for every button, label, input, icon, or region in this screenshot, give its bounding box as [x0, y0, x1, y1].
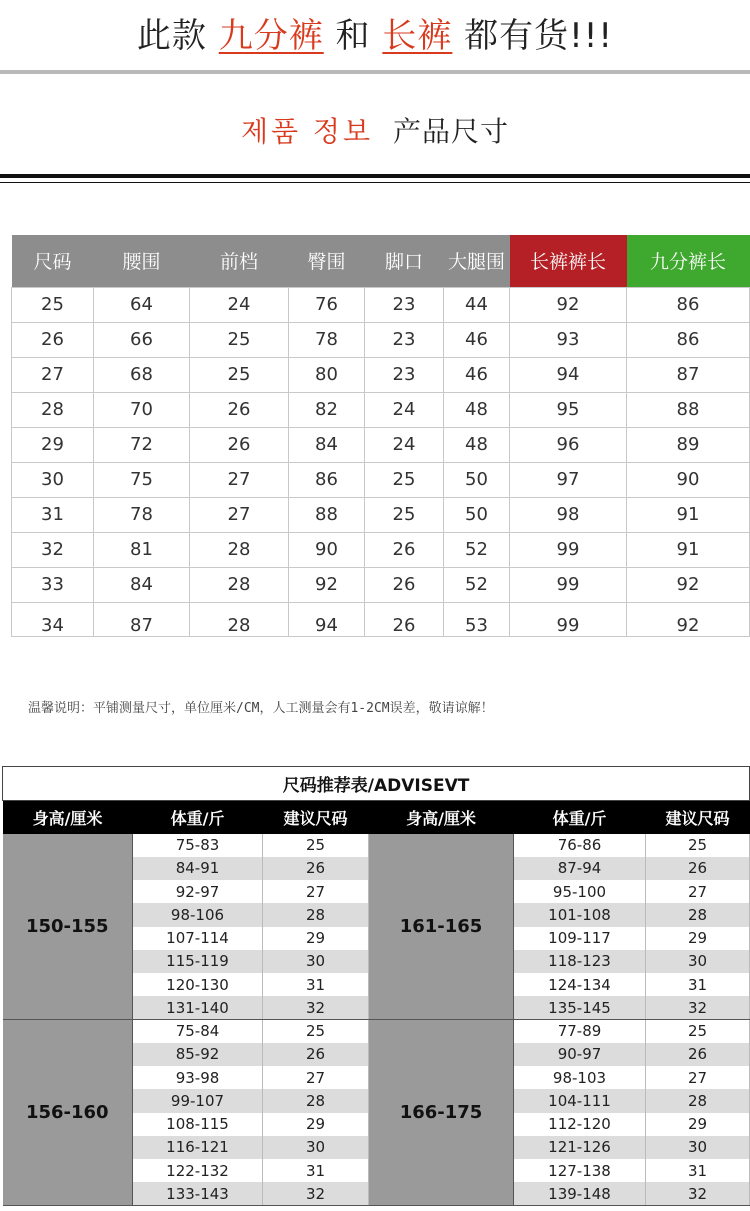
suggested-size-left: 30 [263, 950, 369, 973]
table-row [12, 427, 750, 462]
cell-nine-length: 91 [627, 532, 750, 567]
cell-long-length: 95 [510, 392, 627, 427]
table-row [12, 462, 750, 497]
header-thigh: 大腿围 [444, 235, 510, 287]
height-range-left: 156-160 [3, 1020, 133, 1206]
cell-long-length: 99 [510, 602, 627, 636]
cell-size: 25 [12, 287, 94, 322]
cell-waist: 84 [94, 567, 190, 602]
cell-nine-length: 90 [627, 462, 750, 497]
weight-range-left: 75-83 [133, 834, 263, 857]
height-range-right: 161-165 [369, 834, 514, 1020]
weight-range-left: 108-115 [133, 1113, 263, 1136]
weight-range-right: 135-145 [514, 996, 646, 1019]
section-divider-thin [0, 182, 750, 183]
cell-size: 31 [12, 497, 94, 532]
measurement-note: 温馨说明：平铺测量尺寸，单位厘米/CM，人工测量会有1-2CM误差，敬请谅解！ [28, 701, 494, 716]
suggested-size-right: 28 [646, 903, 750, 926]
cell-front-rise: 24 [190, 287, 289, 322]
header-waist: 腰围 [94, 235, 190, 287]
suggested-size-left: 31 [263, 973, 369, 996]
cell-waist: 66 [94, 322, 190, 357]
suggested-size-right: 27 [646, 1066, 750, 1089]
weight-range-right: 104-111 [514, 1089, 646, 1112]
cell-waist: 78 [94, 497, 190, 532]
cell-thigh: 48 [444, 392, 510, 427]
cell-leg-opening: 26 [365, 567, 444, 602]
cell-long-length: 98 [510, 497, 627, 532]
suggested-size-right: 30 [646, 950, 750, 973]
cell-hip: 92 [289, 567, 365, 602]
cell-hip: 94 [289, 602, 365, 636]
weight-range-left: 120-130 [133, 973, 263, 996]
cell-nine-length: 86 [627, 322, 750, 357]
cell-long-length: 93 [510, 322, 627, 357]
cell-size: 32 [12, 532, 94, 567]
suggested-size-right: 31 [646, 1159, 750, 1182]
cell-size: 28 [12, 392, 94, 427]
cell-thigh: 52 [444, 532, 510, 567]
cell-hip: 82 [289, 392, 365, 427]
height-range-right: 166-175 [369, 1020, 514, 1206]
suggested-size-left: 26 [263, 857, 369, 880]
suggested-size-right: 32 [646, 996, 750, 1019]
banner-text [0, 0, 750, 72]
suggested-size-right: 31 [646, 973, 750, 996]
cell-thigh: 50 [444, 462, 510, 497]
section-divider-thick [0, 174, 750, 178]
suggested-size-right: 29 [646, 927, 750, 950]
suggested-size-left: 29 [263, 1113, 369, 1136]
header-hip: 臀围 [289, 235, 365, 287]
weight-range-right: 127-138 [514, 1159, 646, 1182]
table-row [12, 602, 750, 636]
header-nine-length: 九分裤长 [627, 235, 750, 287]
rec-header-size-left: 建议尺码 [263, 801, 369, 834]
cell-front-rise: 28 [190, 602, 289, 636]
cell-front-rise: 28 [190, 567, 289, 602]
weight-range-right: 76-86 [514, 834, 646, 857]
suggested-size-right: 26 [646, 1043, 750, 1066]
cell-nine-length: 92 [627, 602, 750, 636]
suggested-size-right: 26 [646, 857, 750, 880]
rec-header-weight-left: 体重/斤 [133, 801, 263, 834]
cell-nine-length: 92 [627, 567, 750, 602]
cell-leg-opening: 23 [365, 357, 444, 392]
section-title-chinese: 产品尺寸 [393, 115, 510, 148]
suggested-size-right: 25 [646, 834, 750, 857]
cell-nine-length: 86 [627, 287, 750, 322]
cell-thigh: 44 [444, 287, 510, 322]
suggested-size-left: 25 [263, 1020, 369, 1043]
cell-hip: 78 [289, 322, 365, 357]
cell-thigh: 48 [444, 427, 510, 462]
cell-nine-length: 88 [627, 392, 750, 427]
cell-leg-opening: 24 [365, 392, 444, 427]
cell-front-rise: 26 [190, 392, 289, 427]
suggested-size-right: 30 [646, 1136, 750, 1159]
table-row [12, 497, 750, 532]
suggested-size-right: 32 [646, 1182, 750, 1205]
suggested-size-left: 32 [263, 996, 369, 1019]
cell-leg-opening: 23 [365, 322, 444, 357]
cell-leg-opening: 23 [365, 287, 444, 322]
recommendation-title-row [3, 767, 750, 801]
weight-range-left: 122-132 [133, 1159, 263, 1182]
cell-long-length: 99 [510, 532, 627, 567]
cell-leg-opening: 25 [365, 497, 444, 532]
section-title [0, 110, 750, 150]
weight-range-right: 112-120 [514, 1113, 646, 1136]
rec-header-height-right: 身高/厘米 [369, 801, 514, 834]
banner-and: 和 [323, 16, 383, 56]
recommendation-title: 尺码推荐表/ADVISEVT [3, 767, 750, 801]
size-table [11, 235, 750, 637]
cell-nine-length: 87 [627, 357, 750, 392]
banner-suffix: 都有货!!! [452, 16, 614, 56]
recommendation-header [3, 801, 750, 834]
cell-hip: 90 [289, 532, 365, 567]
cell-waist: 72 [94, 427, 190, 462]
weight-range-left: 84-91 [133, 857, 263, 880]
weight-range-left: 133-143 [133, 1182, 263, 1205]
cell-size: 26 [12, 322, 94, 357]
cell-thigh: 50 [444, 497, 510, 532]
table-row [12, 567, 750, 602]
section-title-korean: 제품 정보 [240, 115, 374, 148]
cell-front-rise: 28 [190, 532, 289, 567]
suggested-size-right: 29 [646, 1113, 750, 1136]
cell-thigh: 46 [444, 322, 510, 357]
cell-size: 30 [12, 462, 94, 497]
weight-range-right: 118-123 [514, 950, 646, 973]
cell-nine-length: 91 [627, 497, 750, 532]
weight-range-right: 124-134 [514, 973, 646, 996]
cell-size: 27 [12, 357, 94, 392]
cell-waist: 81 [94, 532, 190, 567]
weight-range-right: 109-117 [514, 927, 646, 950]
weight-range-right: 121-126 [514, 1136, 646, 1159]
list-item [3, 1020, 750, 1043]
cell-leg-opening: 24 [365, 427, 444, 462]
cell-waist: 87 [94, 602, 190, 636]
cell-long-length: 99 [510, 567, 627, 602]
cell-leg-opening: 26 [365, 532, 444, 567]
table-row [12, 532, 750, 567]
suggested-size-left: 25 [263, 834, 369, 857]
cell-front-rise: 26 [190, 427, 289, 462]
cell-leg-opening: 25 [365, 462, 444, 497]
weight-range-left: 131-140 [133, 996, 263, 1019]
header-size: 尺码 [12, 235, 94, 287]
height-range-left: 150-155 [3, 834, 133, 1020]
cell-thigh: 52 [444, 567, 510, 602]
header-long-length: 长裤裤长 [510, 235, 627, 287]
table-row [12, 392, 750, 427]
weight-range-left: 115-119 [133, 950, 263, 973]
cell-front-rise: 27 [190, 462, 289, 497]
weight-range-right: 95-100 [514, 880, 646, 903]
cell-waist: 70 [94, 392, 190, 427]
cell-front-rise: 25 [190, 322, 289, 357]
list-item [3, 834, 750, 857]
weight-range-right: 139-148 [514, 1182, 646, 1205]
rec-header-size-right: 建议尺码 [646, 801, 750, 834]
banner-long-pants: 长裤 [382, 16, 453, 56]
cell-leg-opening: 26 [365, 602, 444, 636]
suggested-size-left: 27 [263, 1066, 369, 1089]
header-front-rise: 前档 [190, 235, 289, 287]
rec-header-weight-right: 体重/斤 [514, 801, 646, 834]
suggested-size-left: 32 [263, 1182, 369, 1205]
cell-waist: 75 [94, 462, 190, 497]
weight-range-right: 98-103 [514, 1066, 646, 1089]
size-table-header [12, 235, 750, 287]
cell-waist: 68 [94, 357, 190, 392]
suggested-size-right: 27 [646, 880, 750, 903]
table-row [12, 357, 750, 392]
cell-nine-length: 89 [627, 427, 750, 462]
suggested-size-left: 27 [263, 880, 369, 903]
cell-long-length: 97 [510, 462, 627, 497]
cell-long-length: 94 [510, 357, 627, 392]
cell-size: 33 [12, 567, 94, 602]
cell-size: 29 [12, 427, 94, 462]
weight-range-left: 116-121 [133, 1136, 263, 1159]
suggested-size-left: 28 [263, 1089, 369, 1112]
cell-front-rise: 27 [190, 497, 289, 532]
weight-range-left: 98-106 [133, 903, 263, 926]
weight-range-left: 107-114 [133, 927, 263, 950]
weight-range-right: 90-97 [514, 1043, 646, 1066]
cell-size: 34 [12, 602, 94, 636]
cell-hip: 76 [289, 287, 365, 322]
suggested-size-left: 30 [263, 1136, 369, 1159]
header-leg-opening: 脚口 [365, 235, 444, 287]
banner-divider [0, 70, 750, 74]
weight-range-left: 92-97 [133, 880, 263, 903]
table-row [12, 322, 750, 357]
cell-waist: 64 [94, 287, 190, 322]
cell-hip: 86 [289, 462, 365, 497]
cell-thigh: 53 [444, 602, 510, 636]
cell-hip: 88 [289, 497, 365, 532]
weight-range-left: 85-92 [133, 1043, 263, 1066]
banner-prefix: 此款 [136, 16, 219, 56]
cell-thigh: 46 [444, 357, 510, 392]
cell-front-rise: 25 [190, 357, 289, 392]
table-row [12, 287, 750, 322]
weight-range-left: 99-107 [133, 1089, 263, 1112]
suggested-size-right: 25 [646, 1020, 750, 1043]
weight-range-left: 75-84 [133, 1020, 263, 1043]
suggested-size-left: 28 [263, 903, 369, 926]
suggested-size-right: 28 [646, 1089, 750, 1112]
cell-long-length: 96 [510, 427, 627, 462]
rec-header-height-left: 身高/厘米 [3, 801, 133, 834]
weight-range-right: 77-89 [514, 1020, 646, 1043]
availability-banner [0, 0, 750, 72]
cell-long-length: 92 [510, 287, 627, 322]
size-recommendation-table [2, 766, 750, 1206]
banner-nine-pants: 九分裤 [218, 16, 324, 56]
suggested-size-left: 31 [263, 1159, 369, 1182]
suggested-size-left: 29 [263, 927, 369, 950]
cell-hip: 84 [289, 427, 365, 462]
weight-range-right: 101-108 [514, 903, 646, 926]
weight-range-left: 93-98 [133, 1066, 263, 1089]
cell-hip: 80 [289, 357, 365, 392]
suggested-size-left: 26 [263, 1043, 369, 1066]
weight-range-right: 87-94 [514, 857, 646, 880]
